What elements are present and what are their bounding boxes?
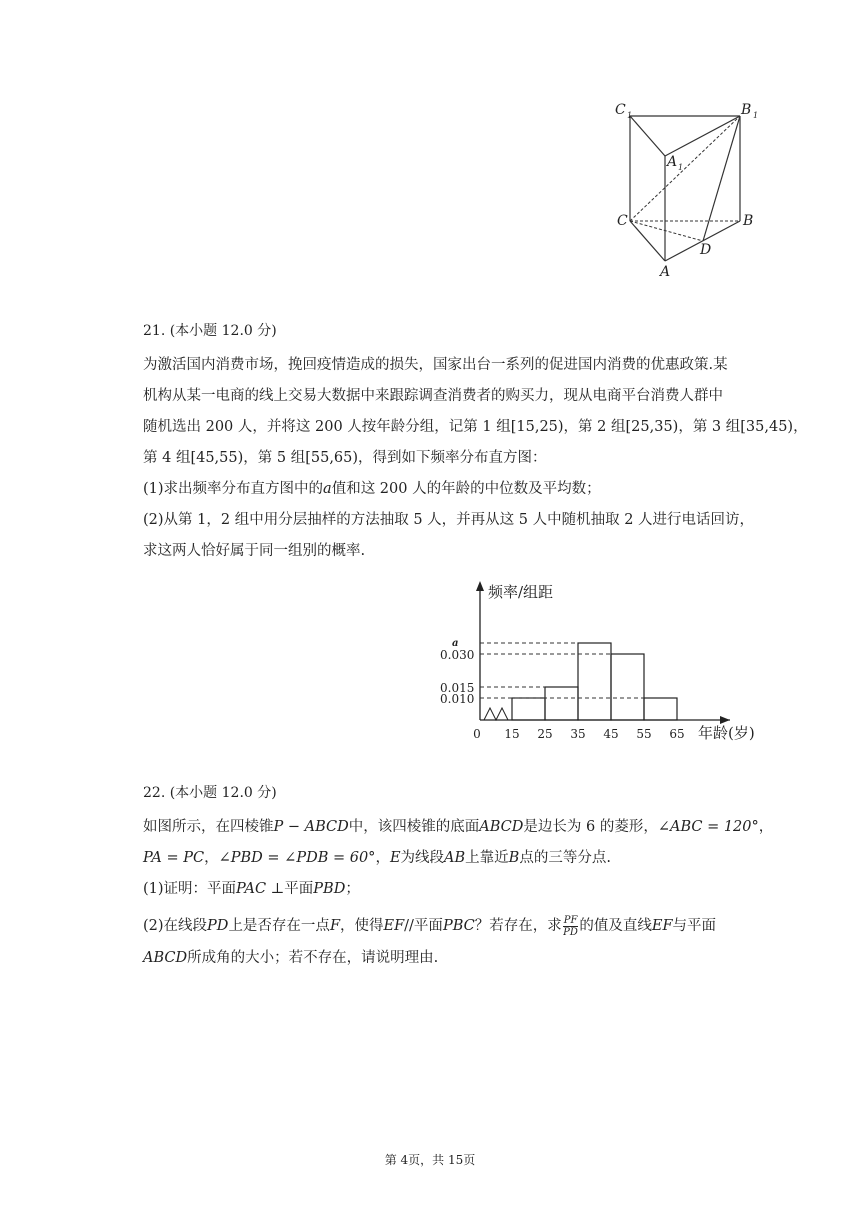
prism-figure [600, 96, 770, 281]
q21-part1: (1)求出频率分布直方图中的a值和这 200 人的年龄的中位数及平均数； [143, 481, 601, 497]
q22-line2: PA = PC，∠PBD = ∠PDB = 60°，E为线段AB上靠近B点的三等分点. [143, 850, 611, 866]
x-tick-label: 35 [570, 727, 586, 741]
svg-text:1: 1 [678, 163, 684, 172]
origin-label: 0 [473, 727, 481, 741]
histogram-bar [611, 654, 644, 720]
x-axis-title: 年龄(岁) [698, 724, 755, 742]
x-tick-label: 25 [537, 727, 553, 741]
x-tick-label: 15 [504, 727, 520, 741]
q21-line1: 为激活国内消费市场，挽回疫情造成的损失，国家出台一系列的促进国内消费的优惠政策.某 [143, 357, 728, 373]
y-tick-label: a [452, 638, 459, 649]
histogram-bar [512, 698, 545, 720]
x-tick-label: 65 [669, 727, 685, 741]
q22-body [143, 814, 774, 976]
q21-line2: 机构从某一电商的线上交易大数据中来跟踪调查消费者的购买力，现从电商平台消费人群中 [143, 388, 723, 404]
frequency-histogram [430, 575, 770, 750]
svg-text:1: 1 [627, 111, 633, 120]
label-c: C [617, 213, 628, 229]
y-axis-title: 频率/组距 [488, 583, 554, 601]
label-a: A [660, 264, 671, 280]
histogram-bar [578, 643, 611, 720]
svg-text:1: 1 [753, 111, 759, 120]
q21-body [143, 352, 808, 569]
x-axis-arrow [720, 716, 730, 724]
y-axis-arrow [476, 581, 484, 591]
histogram-bar [545, 687, 578, 720]
q22-line1: 如图所示，在四棱锥P − ABCD中，该四棱锥的底面ABCD是边长为 6 的菱形，∠ABC = 120°， [143, 819, 774, 835]
label-d: D [700, 242, 712, 258]
q21-line3: 随机选出 200 人，并将这 200 人按年龄分组，记第 1 组[15,25)，第 2 组[25,35)，第 3 组[35,45)， [143, 419, 808, 435]
label-b1: B [741, 102, 752, 118]
x-tick-label: 45 [603, 727, 619, 741]
q21-heading: 21. (本小题 12.0 分) [143, 323, 277, 339]
q21-line4: 第 4 组[45,55)，第 5 组[55,65)，得到如下频率分布直方图： [143, 450, 547, 466]
axis-break-mark [484, 708, 508, 720]
q21-part2-line1: (2)从第 1，2 组中用分层抽样的方法抽取 5 人，并再从这 5 人中随机抽取 2 人进行电话回访， [143, 512, 755, 528]
q22-heading: 22. (本小题 12.0 分) [143, 785, 277, 801]
label-c1: C [615, 102, 626, 118]
q22-part2: (2)在线段PD上是否存在一点F，使得EF//平面PBC？若存在，求 $\frac{PF}{PD}$ 的值及直线EF与平面 [143, 914, 717, 938]
label-a1: A [667, 154, 678, 170]
label-b: B [743, 213, 754, 229]
y-tick-label: 0.010 [440, 692, 475, 706]
histogram-bar [644, 698, 677, 720]
page-footer: 第 4页，共 15页 [384, 1153, 476, 1167]
q21-part2-line2: 求这两人恰好属于同一组别的概率. [143, 543, 366, 559]
y-tick-label: 0.015 [440, 681, 475, 695]
q22-part1: (1)证明：平面PAC ⊥平面PBD； [143, 881, 360, 897]
fraction-pf-pd: $\frac{PF}{PD}$ [563, 914, 578, 938]
x-tick-label: 55 [636, 727, 652, 741]
q22-part2-cont: ABCD所成角的大小；若不存在，请说明理由. [143, 950, 439, 966]
y-tick-label: 0.030 [440, 648, 475, 662]
